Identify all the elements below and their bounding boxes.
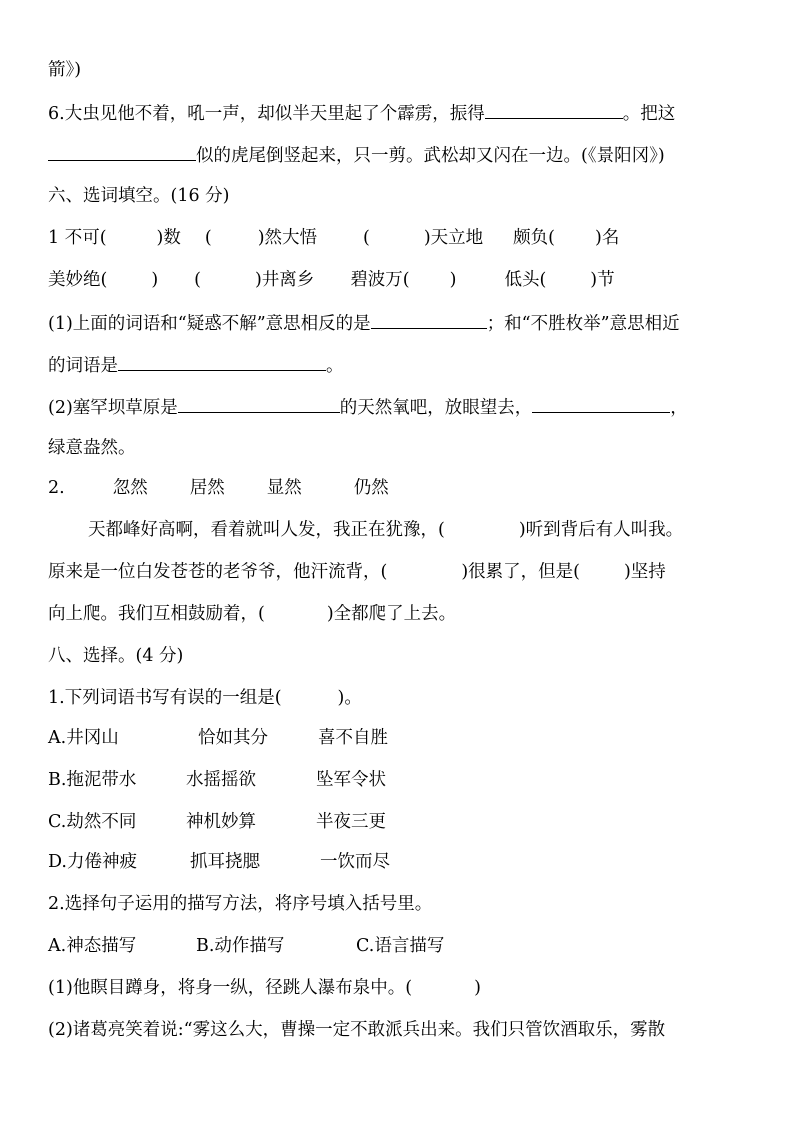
answer-blank[interactable] (178, 394, 340, 413)
paragraph-line-1: 天都峰好高啊，看着就叫人发，我正在犹豫，( )听到背后有人叫我。 (88, 520, 684, 540)
sub-question-1-line-2: 的词语是 。 (48, 352, 344, 376)
answer-blank[interactable] (371, 310, 487, 329)
choice-question-2: 2.选择句子运用的描写方法，将序号填入括号里。 (48, 894, 433, 914)
sentence-1: (1)他瞑目蹲身，将身一纵，径跳人瀑布泉中。( ) (48, 978, 481, 998)
option-b: B.拖泥带水 水摇摇欲 坠军令状 (48, 770, 386, 790)
answer-blank[interactable] (532, 394, 670, 413)
sub-question-2-line-2: 绿意盎然。 (48, 438, 136, 458)
word-row-2: 美妙绝( ) ( )井离乡 碧波万( ) 低头( )节 (48, 270, 615, 290)
paragraph-line-2: 原来是一位白发苍苍的老爷爷，他汗流背，( )很累了，但是( )坚持 (48, 562, 666, 582)
sub-question-1-line-1: (1)上面的词语和“疑惑不解”意思相反的是 ；和“不胜枚举”意思相近 (48, 310, 680, 334)
question-6-line-2: 似的虎尾倒竖起来，只一剪。武松却又闪在一边。(《景阳冈》) (48, 142, 665, 166)
answer-blank[interactable] (118, 352, 326, 371)
choice-question-1: 1.下列词语书写有误的一组是( )。 (48, 688, 362, 708)
answer-blank[interactable] (485, 100, 623, 119)
method-options: A.神态描写 B.动作描写 C.语言描写 (48, 936, 445, 956)
answer-blank[interactable] (48, 142, 196, 161)
section-8-title: 八、选择。(4 分) (48, 646, 184, 666)
section-6-title: 六、选词填空。(16 分) (48, 186, 230, 206)
option-d: D.力倦神疲 抓耳挠腮 一饮而尽 (48, 852, 390, 872)
option-a: A.井冈山 恰如其分 喜不自胜 (48, 728, 388, 748)
sub-question-2-line-1: (2)塞罕坝草原是 的天然氧吧，放眼望去， ， (48, 394, 688, 418)
option-c: C.劫然不同 神机妙算 半夜三更 (48, 812, 386, 832)
question-6-line-1: 6.大虫见他不着，吼一声，却似半天里起了个霹雳，振得 。把这 (48, 100, 675, 124)
word-row-1: 1 不可( )数 ( )然大悟 ( )天立地 颇负( )名 (48, 228, 620, 248)
continued-citation: 箭》) (48, 60, 82, 80)
paragraph-line-3: 向上爬。我们互相鼓励着，( )全都爬了上去。 (48, 604, 457, 624)
sentence-2: (2)诸葛亮笑着说:“雾这么大，曹操一定不敢派兵出来。我们只管饮酒取乐，雾散 (48, 1020, 666, 1040)
question-2-word-bank: 2. 忽然 居然 显然 仍然 (48, 478, 389, 498)
